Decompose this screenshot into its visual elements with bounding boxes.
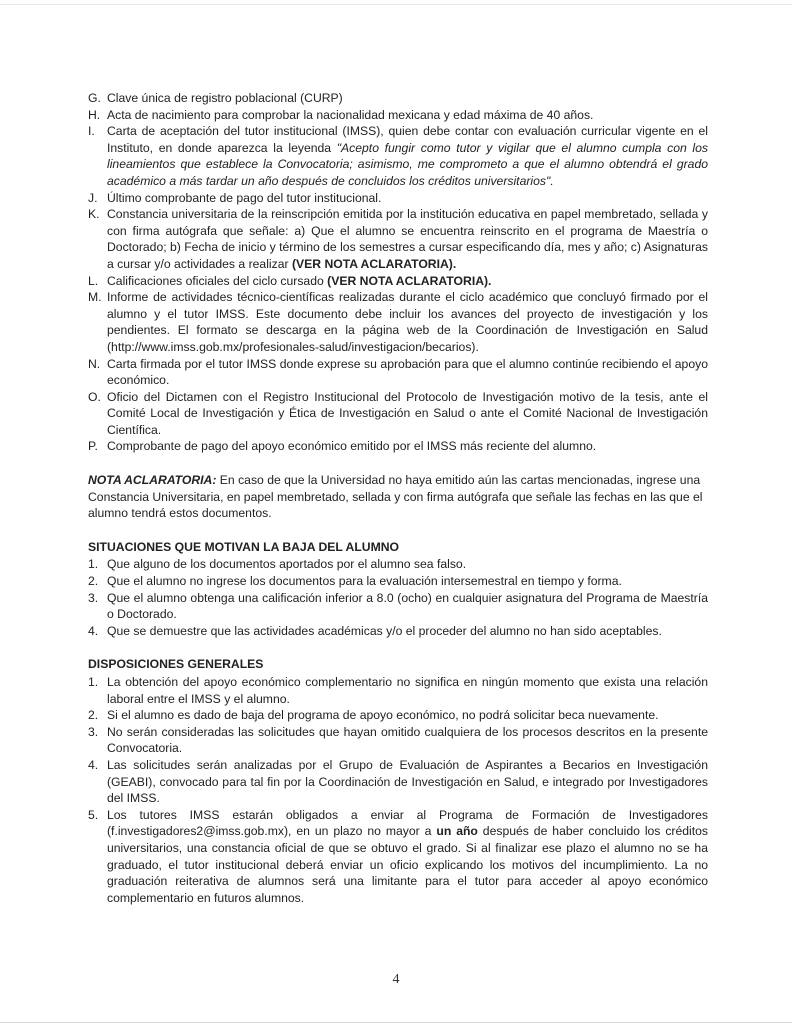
requirement-text: Calificaciones oficiales del ciclo cursado [107, 273, 328, 288]
requirement-text: Informe de actividades técnico-científicas realizadas durante el ciclo académico que concluyó firmado por el alumno y el tutor IMSS. Este documento debe incluir los avances del proyecto de investigación y los pendientes. El formato se descarga en la página web de la Coordinación de Investigación en Salud (http://www.imss.gob.mx/profesionales-salud/investigacion/becarios). [107, 290, 708, 354]
list-item [88, 674, 708, 707]
item-text-continued: después de haber concluido los créditos universitarios, una constancia oficial de que se obtuvo el grado. Si al finalizar ese plazo el alumno no se ha graduado, el tutor institucional deberá enviar un oficio explicando los motivos del incumplimiento. La no graduación reiterativa de alumnos será una limitante para el tutor para acceder al apoyo económico complementario en futuros alumnos. [107, 824, 709, 905]
general-provisions-list [88, 674, 708, 906]
requirement-label: O. [88, 389, 101, 404]
list-item [88, 623, 708, 640]
requirement-label: P. [88, 439, 98, 454]
item-number: 2. [88, 574, 99, 589]
item-text: La obtención del apoyo económico complementario no significa en ningún momento que exista una relación laboral entre el IMSS y el alumno. [107, 675, 708, 706]
item-number: 2. [88, 708, 99, 723]
clarifying-note-text: En caso de que la Universidad no haya emitido aún las cartas mencionadas, ingrese una Constancia Universitaria, en papel membretado, sellada y con firma autógrafa que señale las fechas en las que el alumno tendrá estos documentos. [88, 473, 703, 521]
item-text: Que el alumno obtenga una calificación inferior a 8.0 (ocho) en cualquier asignatura del Programa de Maestría o Doctorado. [107, 590, 708, 622]
item-text: No serán consideradas las solicitudes que hayan omitido cualquiera de los procesos descritos en la presente Convocatoria. [107, 724, 708, 756]
page-content [88, 90, 708, 906]
requirement-g [88, 90, 708, 107]
item-number: 1. [88, 675, 99, 689]
list-item [88, 757, 708, 807]
scan-top-edge [0, 4, 792, 5]
item-text: Que alguno de los documentos aportados por el alumno sea falso. [107, 557, 467, 572]
tutor-legend-quote: "Acepto fungir como tutor y vigilar que el alumno cumpla con los lineamientos que establece la Convocatoria; asimismo, me comprometo a que el alumno obtendrá el grado académico a más tardar un año después de concluidos los créditos universitarios". [107, 140, 708, 188]
requirement-l [88, 273, 708, 290]
item-number: 4. [88, 757, 99, 772]
item-text: Si el alumno es dado de baja del programa de apoyo económico, no podrá solicitar beca nuevamente. [107, 708, 659, 723]
list-item [88, 724, 708, 757]
general-provisions-title: DISPOSICIONES GENERALES [88, 657, 264, 672]
emphasis-one-year: un año [436, 824, 478, 839]
requirement-label: H. [88, 107, 101, 122]
requirement-text: Clave única de registro poblacional (CURP) [107, 91, 343, 105]
requirement-k [88, 206, 708, 272]
requirement-text: Carta de aceptación del tutor institucional (IMSS), quien debe contar con evaluación curricular vigente en el Instituto, en donde aparezca la leyenda [107, 124, 708, 155]
item-number: 4. [88, 623, 99, 638]
requirement-label: N. [88, 356, 101, 371]
requirement-text: Oficio del Dictamen con el Registro Institucional del Protocolo de Investigación motivo de la tesis, ante el Comité Local de Investigación y Ética de Investigación en Salud o ante el Comité Nacional de Investigación Científica. [107, 389, 708, 437]
requirement-label: K. [88, 207, 100, 222]
requirement-label: J. [88, 190, 98, 205]
requirements-list [88, 90, 708, 455]
dropout-list [88, 556, 708, 639]
requirement-label: L. [88, 273, 99, 288]
item-text: Las solicitudes serán analizadas por el Grupo de Evaluación de Aspirantes a Becarios en Investigación (GEABI), convocado para tal fin por la Coordinación de Investigación en Salud, e integrado por Investigadores del IMSS. [107, 757, 708, 806]
requirement-p [88, 438, 708, 455]
list-item [88, 707, 708, 724]
see-note-reference: (VER NOTA ACLARATORIA). [291, 256, 457, 271]
requirement-h [88, 107, 708, 124]
clarifying-note-label: NOTA ACLARATORIA: [88, 473, 217, 488]
requirement-m [88, 289, 708, 355]
requirement-j [88, 190, 708, 207]
see-note-reference: (VER NOTA ACLARATORIA). [327, 273, 492, 288]
requirement-label: I. [88, 124, 95, 139]
dropout-section-title: SITUACIONES QUE MOTIVAN LA BAJA DEL ALUMNO [88, 539, 400, 554]
requirement-n [88, 356, 708, 389]
requirement-text: Último comprobante de pago del tutor institucional. [107, 190, 382, 205]
item-number: 3. [88, 724, 99, 739]
list-item [88, 573, 708, 590]
item-number: 5. [88, 807, 99, 822]
list-item [88, 807, 708, 907]
page-number: 4 [392, 972, 400, 987]
requirement-i [88, 123, 708, 189]
requirement-text: Comprobante de pago del apoyo económico emitido por el IMSS más reciente del alumno. [107, 439, 597, 454]
requirement-o [88, 389, 708, 439]
requirement-text: Constancia universitaria de la reinscripción emitida por la institución educativa en papel membretado, sellada y con firma autógrafa que señale: a) Que el alumno se encuentra reinscrito en el programa de Maestría o Doctorado; b) Fecha de inicio y término de los semestres a cursar especificando día, mes y año; c) Asignaturas a cursar y/o actividades a realizar [107, 207, 708, 271]
requirement-label: G. [88, 91, 101, 105]
requirement-text: Carta firmada por el tutor IMSS donde exprese su aprobación para que el alumno continúe recibiendo el apoyo económico. [107, 356, 708, 388]
item-number: 1. [88, 557, 99, 572]
item-text: Que el alumno no ingrese los documentos para la evaluación intersemestral en tiempo y forma. [107, 574, 622, 589]
requirement-label: M. [88, 290, 102, 305]
item-text: Que se demuestre que las actividades académicas y/o el proceder del alumno no han sido aceptables. [107, 623, 662, 638]
requirement-text: Acta de nacimiento para comprobar la nacionalidad mexicana y edad máxima de 40 años. [107, 107, 594, 122]
item-number: 3. [88, 590, 99, 605]
list-item [88, 590, 708, 623]
clarifying-note [88, 472, 708, 522]
list-item [88, 556, 708, 573]
item-text: Los tutores IMSS estarán obligados a enviar al Programa de Formación de Investigadores (f.investigadores2@imss.gob.mx), en un plazo no mayor a [107, 807, 708, 839]
scan-bottom-edge [0, 1022, 792, 1023]
